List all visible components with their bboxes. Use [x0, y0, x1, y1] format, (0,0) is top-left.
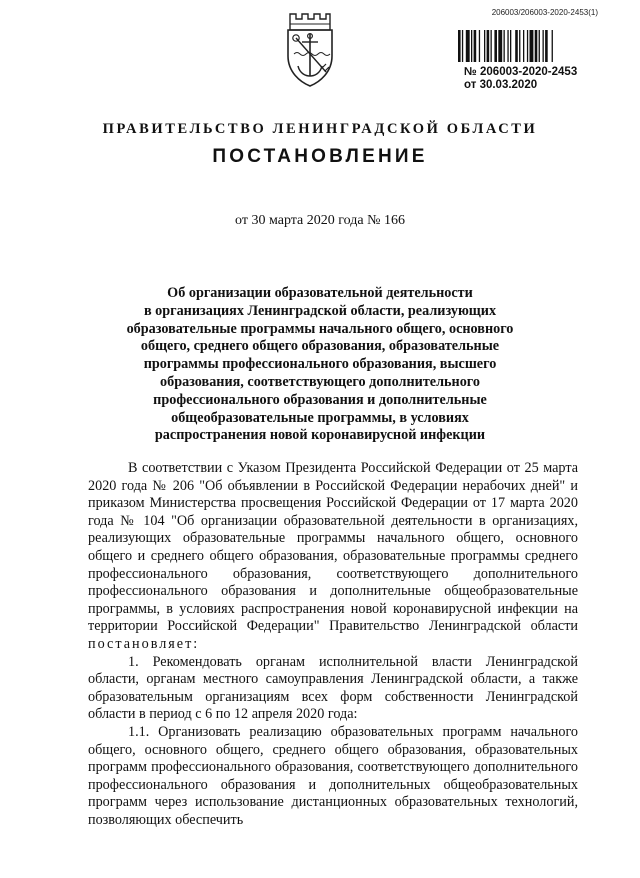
- title-line: в организациях Ленинградской области, реализующих: [143, 302, 497, 319]
- barcode-bar: [462, 30, 463, 62]
- preamble-text: В соответствии с Указом Президента Российской Федерации от 25 марта 2020 года № 206 "Об объявлении в Российской Федерации нерабочих дней" и приказом Министерства просвещения Российской Федерации от 17 марта 2020 года № 104 "Об организации образовательной деятельности в организациях, реализующих образовательные программы начального общего, основного общего и среднего общего образования, образовательные программы среднего профессионального образования, соответствующего дополнительного профессионального образования и дополнительные общеобразовательные программы, в условиях распространения новой коронавирусной инфекции на территории Российской Федерации" Правительство Ленинградской области: [88, 460, 578, 635]
- barcode-bar: [543, 30, 544, 62]
- barcode-bar: [487, 30, 490, 62]
- issuing-authority: ПРАВИТЕЛЬСТВО ЛЕНИНГРАДСКОЙ ОБЛАСТИ: [102, 121, 538, 137]
- barcode-bar: [474, 30, 477, 62]
- barcode-bar: [530, 30, 534, 62]
- document-date-number: от 30 марта 2020 года № 166: [235, 213, 405, 228]
- barcode-bar: [494, 30, 497, 62]
- document-title: [100, 285, 540, 445]
- document-body: [88, 460, 578, 829]
- barcode-bar: [539, 30, 540, 62]
- barcode-bar: [466, 30, 470, 62]
- title-line: образовательные программы начального общего, основного: [126, 320, 514, 337]
- title-line: Об организации образовательной деятельности: [167, 285, 473, 301]
- barcode-bar: [507, 30, 508, 62]
- barcode-bar: [484, 30, 485, 62]
- barcode-bar: [491, 30, 492, 62]
- preamble-paragraph: [88, 460, 578, 654]
- title-line: образования, соответствующего дополнительного: [160, 373, 480, 390]
- barcode-bar: [498, 30, 502, 62]
- document-type: ПОСТАНОВЛЕНИЕ: [212, 146, 428, 167]
- barcode-bar: [479, 30, 480, 62]
- title-line: общего, среднего общего образования, образовательные: [140, 338, 500, 355]
- barcode-bar: [552, 30, 553, 62]
- leningrad-oblast-coat-of-arms-icon: [282, 10, 338, 90]
- barcode-bar: [471, 30, 472, 62]
- title-line: общеобразовательные программы, в условиях: [171, 409, 469, 426]
- registration-date: от 30.03.2020: [464, 79, 538, 91]
- barcode-bar: [458, 30, 461, 62]
- barcode-bar: [510, 30, 511, 62]
- decree-word: постановляет:: [88, 635, 200, 652]
- barcode-bar: [527, 30, 528, 62]
- barcode-bar: [519, 30, 520, 62]
- registration-number: № 206003-2020-2453: [464, 66, 578, 78]
- title-line: программы профессионального образования, высшего: [143, 356, 497, 373]
- barcode-bar: [535, 30, 538, 62]
- title-line: распространения новой коронавирусной инфекции: [154, 427, 486, 444]
- barcode-bar: [545, 30, 548, 62]
- barcode-icon: [458, 30, 588, 62]
- barcode-bar: [523, 30, 524, 62]
- barcode-bar: [515, 30, 518, 62]
- document-code: 206003/206003-2020-2453(1): [491, 8, 598, 17]
- title-line: профессионального образования и дополнительные: [153, 391, 487, 408]
- item-1-1-paragraph: 1.1. Организовать реализацию образовательных программ начального общего, основного общего, среднего общего образования, образовательных программ профессионального образования, соответствующего дополнительного профессионального образования и дополнительных общеобразовательных программ через использование дистанционных образовательных технологий, позволяющих обеспечить: [88, 723, 578, 828]
- barcode-bar: [504, 30, 505, 62]
- item-1-paragraph: 1. Рекомендовать органам исполнительной власти Ленинградской области, органам местного самоуправления Ленинградской области, а также образовательным организациям всех форм собственности Ленинградской области в период с 6 по 12 апреля 2020 года:: [88, 653, 578, 723]
